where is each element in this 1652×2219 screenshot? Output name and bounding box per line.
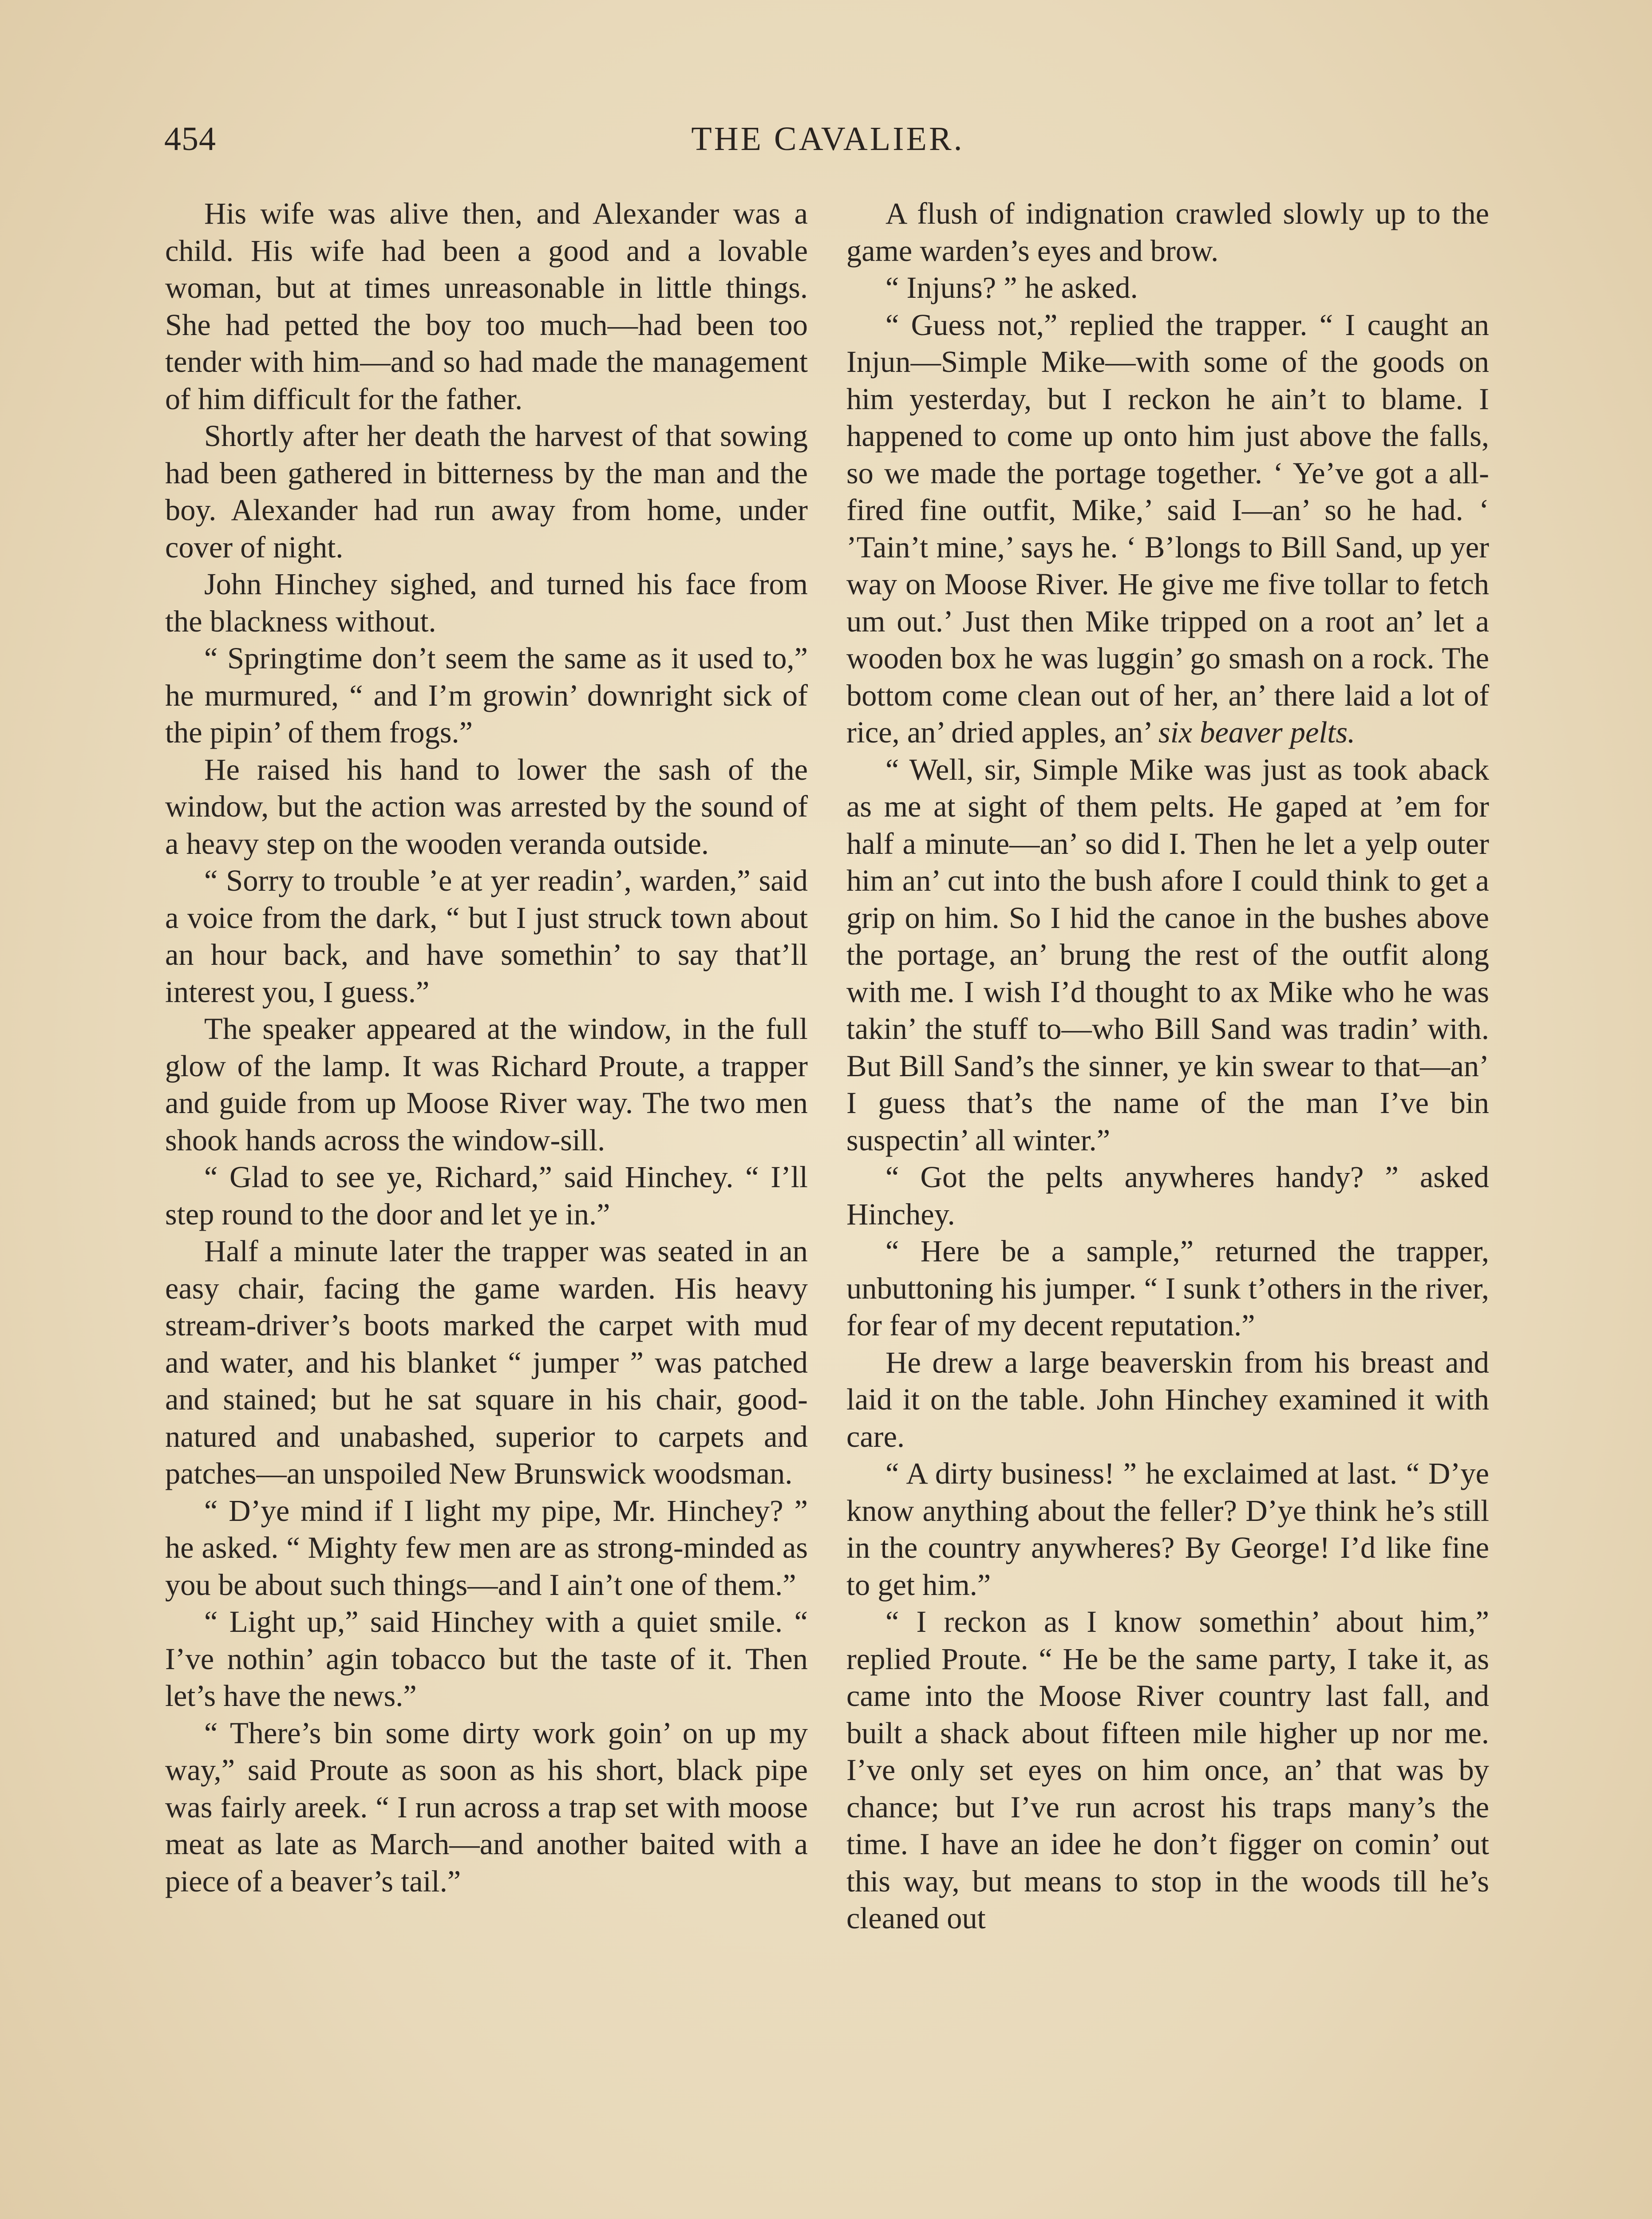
left-column bbox=[165, 195, 808, 1900]
paragraph: “ Got the pelts anywheres handy? ” asked Hinchey. bbox=[846, 1160, 1489, 1231]
paragraph: “ Well, sir, Simple Mike was just as took aback as me at sight of them pelts. He gaped at ’em for half a minute—an’ so did I. Then he let a yelp outer him an’ cut into the bush afore I could think to get a grip on him. So I hid the canoe in the bushes above the portage, an’ brung the rest of the outfit along with me. I wish I’d thought to ax Mike who he was takin’ the stuff to—who Bill Sand was tradin’ with. But Bill Sand’s the sinner, ye kin swear to that—an’ I guess that’s the name of the man I’ve bin suspectin’ all winter.” bbox=[846, 752, 1489, 1157]
paragraph: He raised his hand to lower the sash of the window, but the action was arrested by the sound of a heavy step on the wooden veranda outside. bbox=[165, 752, 808, 861]
page-header bbox=[164, 120, 1491, 169]
paragraph: “ Sorry to trouble ’e at yer readin’, warden,” said a voice from the dark, “ but I just struck town about an hour back, and have somethin’ to say that’ll interest you, I guess.” bbox=[165, 864, 808, 1009]
paragraph-text: “ Guess not,” replied the trapper. “ I caught an Injun—Simple Mike—with some of the goods on him yesterday, but I reckon he ain’t to blame. I happened to come up onto him just above the falls, so we made the portage together. ‘ Ye’ve got a all-fired fine outfit, Mike,’ said I—an’ so he had. ‘ ’Tain’t mine,’ says he. ‘ B’longs to Bill Sand, up yer way on Moose River. He give me five tollar to fetch um out.’ Just then Mike tripped on a root an’ let a wooden box he was luggin’ go smash on a rock. The bottom come clean out of her, an’ there laid a lot of rice, an’ dried apples, an’ bbox=[846, 308, 1489, 749]
running-title: THE CAVALIER. bbox=[691, 120, 964, 158]
paragraph: “ D’ye mind if I light my pipe, Mr. Hinchey? ” he asked. “ Mighty few men are as strong-minded as you be about such things—and I ain’t one of them.” bbox=[165, 1493, 808, 1602]
paragraph: “ Light up,” said Hinchey with a quiet smile. “ I’ve nothin’ agin tobacco but the taste of it. Then let’s have the news.” bbox=[165, 1605, 808, 1713]
paragraph: “ There’s bin some dirty work goin’ on up my way,” said Proute as soon as his short, black pipe was fairly areek. “ I run across a trap set with moose meat as late as March—and another baited with a piece of a beaver’s tail.” bbox=[165, 1716, 808, 1898]
paragraph: A flush of indignation crawled slowly up to the game warden’s eyes and brow. bbox=[846, 197, 1489, 268]
paragraph: His wife was alive then, and Alexander was a child. His wife had been a good and a lovable woman, but at times unreasonable in little things. She had petted the boy too much—had been too tender with him—and so had made the management of him difficult for the father. bbox=[165, 197, 808, 416]
paragraph: “ Springtime don’t seem the same as it used to,” he murmured, “ and I’m growin’ downright sick of the pipin’ of them frogs.” bbox=[165, 641, 808, 749]
paragraph: “ Here be a sample,” returned the trapper, unbuttoning his jumper. “ I sunk t’others in the river, for fear of my decent reputation.” bbox=[846, 1234, 1489, 1342]
paragraph: Shortly after her death the harvest of that sowing had been gathered in bitterness by the man and the boy. Alexander had run away from home, under cover of night. bbox=[165, 419, 808, 564]
paragraph: Half a minute later the trapper was seated in an easy chair, facing the game warden. His heavy stream-driver’s boots marked the carpet with mud and water, and his blanket “ jumper ” was patched and stained; but he sat square in his chair, good-natured and unabashed, superior to carpets and patches—an unspoiled New Brunswick woodsman. bbox=[165, 1234, 808, 1490]
paragraph: John Hinchey sighed, and turned his face from the blackness without. bbox=[165, 567, 808, 638]
italic-emphasis: six beaver pelts. bbox=[1158, 715, 1356, 749]
page-number: 454 bbox=[164, 120, 216, 158]
paragraph: “ Glad to see ye, Richard,” said Hinchey. “ I’ll step round to the door and let ye in.” bbox=[165, 1160, 808, 1231]
paragraph: He drew a large beaverskin from his breast and laid it on the table. John Hinchey examined it with care. bbox=[846, 1345, 1489, 1453]
right-column bbox=[846, 195, 1489, 1937]
paragraph bbox=[846, 307, 1489, 751]
paragraph: “ Injuns? ” he asked. bbox=[885, 271, 1138, 304]
paragraph: “ A dirty business! ” he exclaimed at last. “ D’ye know anything about the feller? D’ye think he’s still in the country anywheres? By George! I’d like fine to get him.” bbox=[846, 1457, 1489, 1602]
paragraph: “ I reckon as I know somethin’ about him,” replied Proute. “ He be the same party, I take it, as came into the Moose River country last fall, and built a shack about fifteen mile higher up nor me. I’ve only set eyes on him once, an’ that was by chance; but I’ve run acrost his traps many’s the time. I have an idee he don’t figger on comin’ out this way, but means to stop in the woods till he’s cleaned out bbox=[846, 1605, 1489, 1935]
paragraph: The speaker appeared at the window, in the full glow of the lamp. It was Richard Proute, a trapper and guide from up Moose River way. The two men shook hands across the window-sill. bbox=[165, 1012, 808, 1157]
